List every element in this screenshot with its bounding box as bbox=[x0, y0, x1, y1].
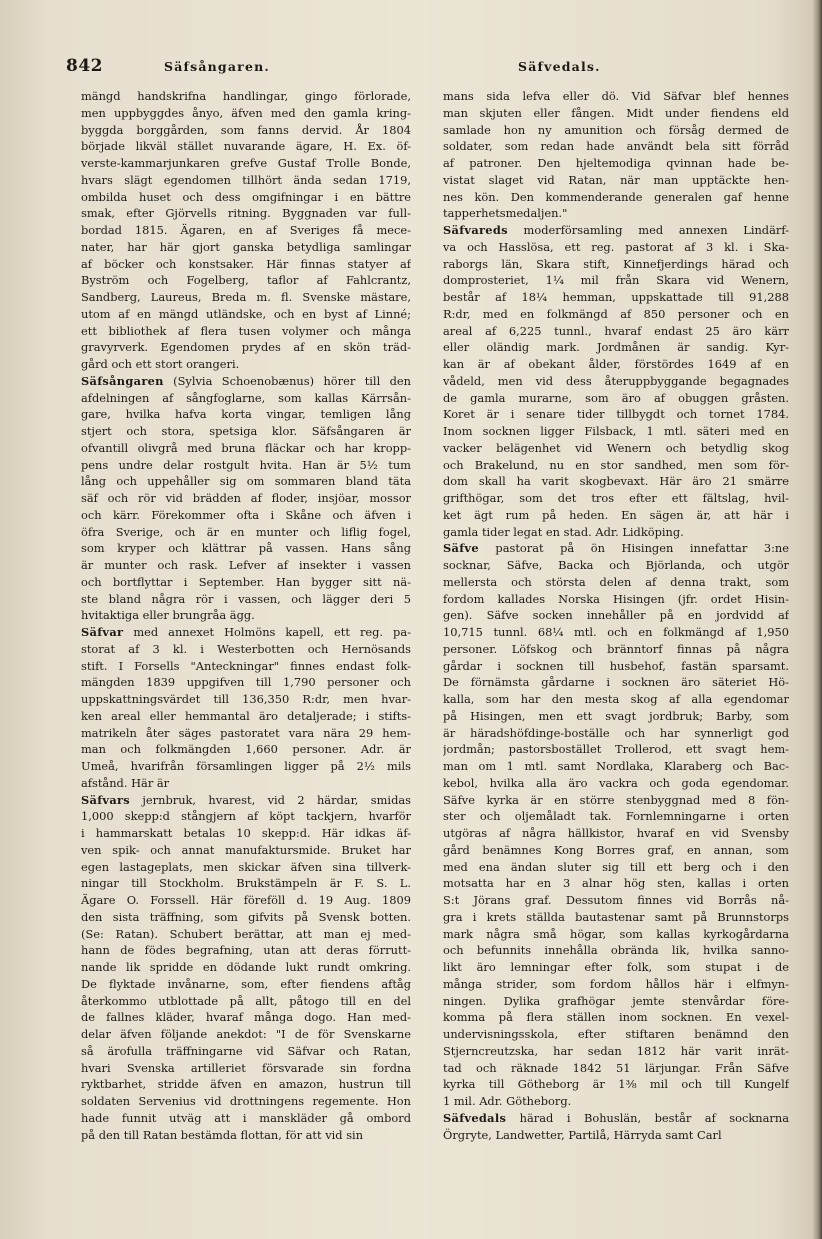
text-line: de fallnes kläder, hvaraf många dogo. Han med- bbox=[81, 1010, 411, 1025]
text-line: uppskattningsvärdet till 136,350 R:dr, men hvar- bbox=[81, 692, 411, 706]
text-line: (Se: Ratan). Schubert berättar, att man ej med- bbox=[81, 926, 411, 941]
text-line: egen lastageplats, men skickar äfven sina tillverk- bbox=[81, 859, 411, 874]
text-line: ningen. Dylika grafhögar jemte stenvårdar före- bbox=[443, 993, 789, 1008]
text-line: man och folkmängden 1,660 personer. Adr. är bbox=[81, 742, 411, 757]
text-line: kebol, hvilka alla äro vackra och goda egendomar. bbox=[443, 775, 789, 790]
text-line: hann de födes begrafning, utan att deras förrutt- bbox=[81, 943, 411, 958]
dictionary-entry bbox=[81, 373, 411, 624]
dictionary-entry bbox=[81, 624, 411, 792]
text-line: 1 mil. Adr. Götheborg. bbox=[443, 1094, 572, 1108]
text-line: ste bland några rör i vassen, och lägger deri 5 bbox=[81, 591, 411, 606]
text-line: ster och oljemåladt tak. Fornlemningarne i orten bbox=[443, 809, 789, 824]
text-line: mark några små högar, som kallas kyrkogårdarna bbox=[443, 926, 789, 941]
text-line: Säfvedals härad i Bohuslän, består af socknarna bbox=[443, 1110, 789, 1125]
text-line: ken areal eller hemmantal äro detaljerade; i stifts- bbox=[81, 708, 411, 723]
text-line: jordmån; pastorsbostället Trollerod, ett svagt hem- bbox=[443, 742, 789, 757]
dictionary-entry bbox=[443, 1110, 789, 1144]
page-number: 842 bbox=[66, 56, 103, 76]
text-line: tad och räknade 1842 51 lärjungar. Från Säfve bbox=[443, 1060, 789, 1075]
text-line: gård och ett stort orangeri. bbox=[81, 357, 240, 371]
text-line: vacker belägenhet vid Wenern och betydlig skog bbox=[443, 440, 789, 455]
text-line: De förnämsta gårdarne i socknen äro säteriet Hö- bbox=[443, 675, 789, 690]
text-line: Säfvareds moderförsamling med annexen Lindärf- bbox=[443, 223, 789, 237]
text-line: verste-kammarjunkaren grefve Gustaf Trolle Bonde, bbox=[81, 156, 411, 170]
text-line: fordom kallades Norska Hisingen (jfr. ordet Hisin- bbox=[443, 591, 789, 606]
entry-headword: Säfsångaren bbox=[81, 373, 164, 388]
text-line: mellersta och största delen af denna trakt, som bbox=[443, 574, 789, 589]
text-line: afstånd. Här är bbox=[81, 775, 170, 790]
text-line: lång och uppehåller sig om sommaren bland täta bbox=[81, 474, 411, 489]
text-line: S:t Jörans graf. Dessutom finnes vid Borrås nå- bbox=[443, 893, 789, 907]
text-line: hvari Svenska artilleriet försvarade sin fordna bbox=[81, 1060, 411, 1075]
text-line: 10,715 tunnl. 68¼ mtl. och en folkmängd af 1,950 bbox=[443, 625, 789, 639]
text-line: Säfvars jernbruk, hvarest, vid 2 härdar, smidas bbox=[81, 792, 411, 807]
text-line: de gamla murarne, som äro af obuggen gråsten. bbox=[443, 390, 789, 405]
text-line: af patroner. Den hjeltemodiga qvinnan hade be- bbox=[443, 156, 789, 170]
text-line: den sista träffning, som gifvits på Svensk botten. bbox=[81, 909, 411, 924]
left-text-column bbox=[81, 88, 411, 1143]
entry-headword: Säfvedals bbox=[443, 1110, 507, 1125]
text-line: Inom socknen ligger Filsback, 1 mtl. säteri med en bbox=[443, 424, 789, 438]
text-line: hvars slägt egendomen tillhört ända sedan 1719, bbox=[81, 172, 411, 187]
text-line: soldaten Servenius vid drottningens regemente. Hon bbox=[81, 1094, 411, 1108]
text-line: domprosteriet, 1¼ mil från Skara vid Wenern, bbox=[443, 273, 789, 288]
entry-headword: Säfvar bbox=[81, 625, 124, 639]
dictionary-entry bbox=[81, 792, 411, 1144]
text-line: började likväl stället nuvarande ägare, H. Ex. öf- bbox=[81, 139, 411, 154]
text-line: areal af 6,225 tunnl., hvaraf endast 25 äro kärr bbox=[443, 323, 789, 338]
text-line: hvitaktiga eller brungråa ägg. bbox=[81, 608, 255, 623]
text-line: men uppbyggdes ånyo, äfven med den gamla kring- bbox=[81, 105, 411, 120]
text-line: man om 1 mtl. samt Nordlaka, Klaraberg och Bac- bbox=[443, 759, 789, 773]
text-line: består af 18¼ hemman, uppskattade till 91,288 bbox=[443, 290, 789, 304]
text-line: på den till Ratan bestämda flottan, för att vid sin bbox=[81, 1127, 364, 1142]
page-header bbox=[66, 56, 796, 78]
text-line: gamla tider legat en stad. Adr. Lidköping. bbox=[443, 524, 684, 539]
entry-headword: Säfvars bbox=[81, 792, 131, 807]
text-line: smak, efter Gjörvells ritning. Byggnaden var full- bbox=[81, 206, 411, 221]
text-line: grifthögar, som det tros efter ett fältslag, hvil- bbox=[443, 491, 789, 505]
text-line: utom af en mängd utländske, och en byst af Linné; bbox=[81, 306, 411, 321]
text-line: Byström och Fogelberg, taflor af Fahlcrantz, bbox=[81, 273, 411, 288]
text-line: 1,000 skepp:d stångjern af köpt tackjern, hvarför bbox=[81, 809, 411, 824]
text-line: ryktbarhet, stridde äfven en amazon, hustrun till bbox=[81, 1077, 411, 1092]
text-line: vådeld, men vid dess återuppbyggande begagnades bbox=[443, 373, 789, 388]
text-line: utgöras af några hällkistor, hvaraf en vid Svensby bbox=[443, 826, 789, 840]
text-line: på Hisingen, men ett svagt jordbruk; Barby, som bbox=[443, 708, 789, 723]
text-line: nes kön. Den kommenderande generalen gaf henne bbox=[443, 189, 789, 204]
text-line: socknar, Säfve, Backa och Björlanda, och utgör bbox=[443, 558, 789, 572]
text-line: afdelningen af sångfoglarne, som kallas Kärrsån- bbox=[81, 390, 411, 405]
text-line: ett bibliothek af flera tusen volymer och många bbox=[81, 323, 411, 338]
text-line: eller oländig mark. Jordmånen är sandig. Kyr- bbox=[443, 340, 789, 355]
text-line: delar äfven följande anekdot: "I de för Svenskarne bbox=[81, 1027, 411, 1041]
text-line: motsatta har en 3 alnar hög sten, kallas i orten bbox=[443, 876, 789, 891]
text-line: gra i krets ställda bautastenar samt på Brunnstorps bbox=[443, 909, 789, 924]
text-line: gravyrverk. Egendomen prydes af en skön träd- bbox=[81, 340, 411, 355]
entry-headword: Säfvareds bbox=[443, 223, 508, 237]
text-line: vistat slaget vid Ratan, när man upptäckte hen- bbox=[443, 172, 789, 187]
text-line: nater, har här gjort ganska betydliga samlingar bbox=[81, 239, 411, 254]
text-line: man skjuten eller fången. Midt under fiendens eld bbox=[443, 105, 789, 120]
dictionary-entry bbox=[443, 540, 789, 1110]
text-line: storat af 3 kl. i Westerbotten och Hernösands bbox=[81, 641, 411, 656]
text-line: samlade hon ny amunition och försåg dermed de bbox=[443, 122, 789, 137]
text-line: i hammarskatt betalas 10 skepp:d. Här idkas äf- bbox=[81, 826, 411, 840]
page-spine-shadow bbox=[812, 0, 822, 1239]
text-line: likt äro lemningar efter folk, som stupat i de bbox=[443, 960, 789, 974]
text-line: gen). Säfve socken innehåller på en jordvidd af bbox=[443, 608, 789, 623]
text-line: Säfve pastorat på ön Hisingen innefattar 3:ne bbox=[443, 541, 789, 556]
text-line: gård benämnes Kong Borres graf, en annan, som bbox=[443, 842, 789, 857]
text-line: ket ägt rum på heden. En sägen är, att här i bbox=[443, 507, 789, 522]
text-line: stift. I Forsells "Anteckningar" finnes endast folk- bbox=[81, 658, 411, 673]
text-line: Koret är i senare tider tillbygdt och tornet 1784. bbox=[443, 407, 789, 422]
text-line: är munter och rask. Lefver af insekter i vassen bbox=[81, 558, 411, 572]
right-running-head: Säfvedals. bbox=[518, 59, 601, 74]
text-line: kalla, som har den mesta skog af alla egendomar bbox=[443, 692, 789, 706]
dictionary-entry bbox=[443, 88, 789, 222]
text-line: och kärr. Förekommer ofta i Skåne och äfven i bbox=[81, 507, 411, 522]
text-line: Umeå, hvarifrån församlingen ligger på 2½ mils bbox=[81, 759, 411, 773]
text-line: mängd handskrifna handlingar, gingo förlorade, bbox=[81, 89, 411, 103]
text-line: ven spik- och annat manufaktursmide. Bruket har bbox=[81, 842, 411, 857]
text-line: så ärofulla träffningarne vid Säfvar och Ratan, bbox=[81, 1043, 411, 1058]
text-line: soldater, som redan hade användt bela sitt förråd bbox=[443, 139, 789, 154]
text-line: Örgryte, Landwetter, Partilå, Härryda samt Carl bbox=[443, 1127, 722, 1142]
text-line: bordad 1815. Ägaren, en af Sveriges få mece- bbox=[81, 223, 411, 237]
text-line: Säfve kyrka är en större stenbyggnad med 8 fön- bbox=[443, 792, 789, 807]
text-line: nande lik spridde en dödande lukt rundt omkring. bbox=[81, 960, 411, 974]
text-line: ningar till Stockholm. Brukstämpeln är F. S. L. bbox=[81, 876, 411, 891]
text-line: R:dr, med en folkmängd af 850 personer och en bbox=[443, 306, 789, 321]
text-line: ofvantill olivgrå med bruna fläckar och har kropp- bbox=[81, 440, 411, 455]
text-line: Ägare O. Forssell. Här föreföll d. 19 Aug. 1809 bbox=[81, 893, 411, 907]
text-line: många strider, som fordom hållos här i elfmyn- bbox=[443, 976, 789, 991]
text-line: öfra Sverige, och är en munter och liflig fogel, bbox=[81, 524, 411, 539]
text-line: kyrka till Götheborg är 1⅜ mil och till Kungelf bbox=[443, 1077, 789, 1092]
text-line: byggda borggården, som fanns dervid. År 1804 bbox=[81, 122, 411, 137]
text-line: Säfvar med annexet Holmöns kapell, ett reg. pa- bbox=[81, 625, 411, 639]
text-line: tapperhetsmedaljen." bbox=[443, 206, 568, 221]
text-line: mängden 1839 uppgifven till 1,790 personer och bbox=[81, 675, 411, 690]
text-line: De flyktade invånarne, som, efter fiendens aftåg bbox=[81, 976, 411, 991]
text-line: är häradshöfdinge-boställe och har synnerligt god bbox=[443, 725, 789, 740]
text-line: gårdar i socknen till husbehof, fastän sparsamt. bbox=[443, 658, 789, 673]
text-line: komma på flera ställen inom socknen. En vexel- bbox=[443, 1010, 789, 1025]
right-text-column bbox=[443, 88, 789, 1143]
text-line: som kryper och klättrar på vassen. Hans sång bbox=[81, 541, 411, 556]
text-line: Stjerncreutzska, har sedan 1812 här varit inrät- bbox=[443, 1043, 789, 1058]
left-running-head: Säfsångaren. bbox=[164, 59, 270, 74]
text-line: gare, hvilka hafva korta vingar, temligen lång bbox=[81, 407, 411, 422]
text-line: och Brakelund, nu en stor sandhed, men som för- bbox=[443, 457, 789, 472]
text-line: va och Hasslösa, ett reg. pastorat af 3 kl. i Ska- bbox=[443, 239, 789, 254]
dictionary-entry bbox=[443, 222, 789, 540]
text-line: kan är af obekant ålder, förstördes 1649 af en bbox=[443, 357, 789, 371]
text-line: dom skall ha varit skogbevaxt. Här äro 21 smärre bbox=[443, 474, 789, 489]
text-line: personer. Löfskog och bränntorf finnas på några bbox=[443, 641, 789, 656]
text-line: hade funnit utväg att i manskläder gå ombord bbox=[81, 1110, 411, 1125]
text-line: och befunnits innehålla obrända lik, hvilka sanno- bbox=[443, 943, 789, 958]
text-line: pens undre delar rostgult hvita. Han är 5½ tum bbox=[81, 457, 411, 472]
text-line: Säfsångaren (Sylvia Schoenobænus) hörer till den bbox=[81, 373, 411, 388]
text-line: undervisningsskola, efter stiftaren benämnd den bbox=[443, 1027, 789, 1041]
text-line: med ena ändan sluter sig till ett berg och i den bbox=[443, 859, 789, 874]
text-line: ombilda huset och dess omgifningar i en bättre bbox=[81, 189, 411, 204]
text-line: af böcker och konstsaker. Här finnas statyer af bbox=[81, 256, 411, 271]
text-line: och bortflyttar i September. Han bygger sitt nä- bbox=[81, 574, 411, 589]
text-line: återkommo utblottade på allt, påtogo till en del bbox=[81, 993, 411, 1008]
text-line: matrikeln åter säges pastoratet vara nära 29 hem- bbox=[81, 725, 411, 740]
text-line: raborgs län, Skara stift, Kinnefjerdings härad och bbox=[443, 256, 789, 271]
text-line: säf och rör vid brädden af floder, insjöar, mossor bbox=[81, 491, 411, 505]
text-line: Sandberg, Laureus, Breda m. fl. Svenske mästare, bbox=[81, 290, 411, 304]
dictionary-entry bbox=[81, 88, 411, 373]
text-line: mans sida lefva eller dö. Vid Säfvar blef hennes bbox=[443, 89, 789, 103]
entry-headword: Säfve bbox=[443, 541, 479, 556]
text-line: stjert och stora, spetsiga klor. Säfsångaren är bbox=[81, 424, 411, 438]
